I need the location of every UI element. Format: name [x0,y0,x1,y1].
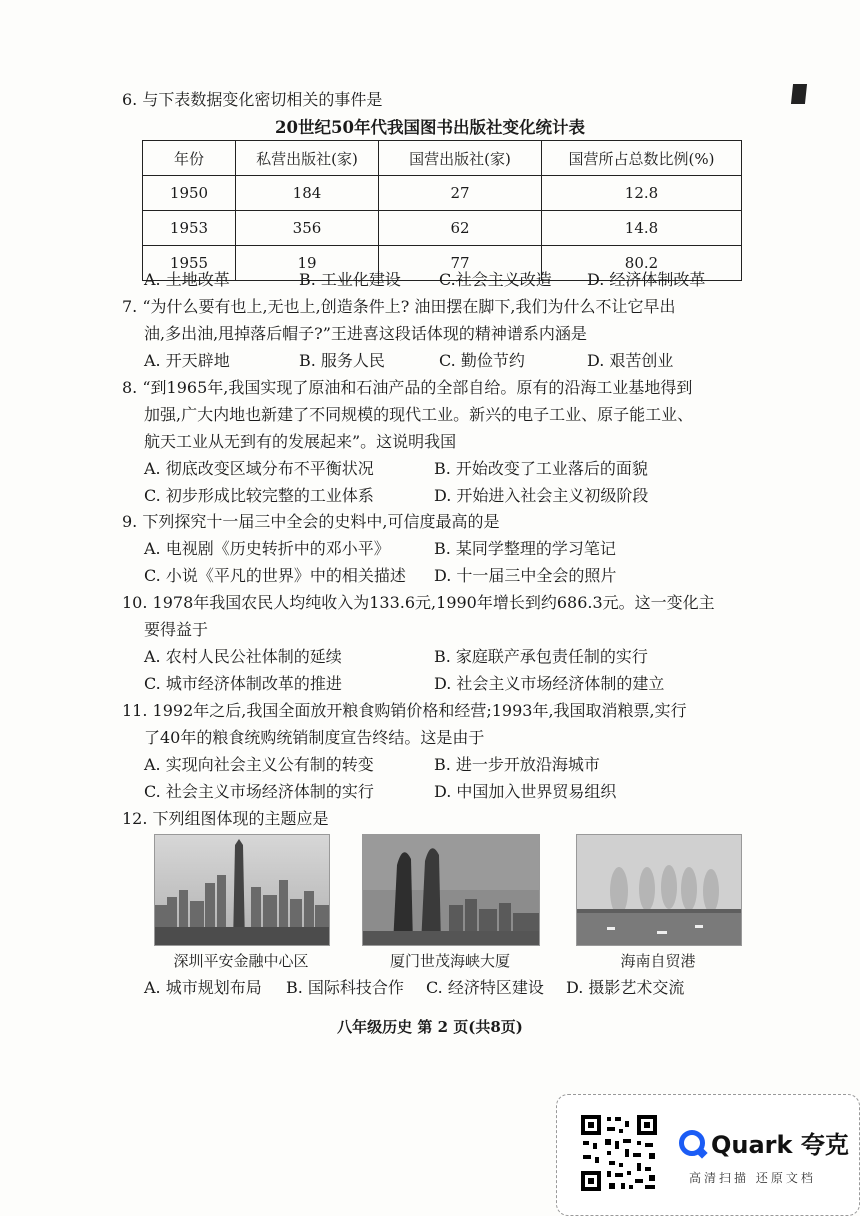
table-cell: 62 [379,211,542,246]
option-b: B. 国际科技合作 [286,978,404,997]
question-10-line-2: 要得益于 [144,620,209,639]
option-b: B. 进一步开放沿海城市 [434,755,600,774]
option-c: C. 经济特区建设 [426,978,544,997]
question-11-line-1: 11. 1992年之后,我国全面放开粮食购销价格和经营;1993年,我国取消粮票,实行 [122,701,687,720]
qr-code-icon [579,1113,659,1193]
table-cell: 14.8 [542,211,742,246]
option-c: C. 城市经济体制改革的推进 [144,674,342,693]
quark-brand-text: Quark 夸克 [711,1131,849,1159]
caption-hainan: 海南自贸港 [620,952,696,970]
question-10 [122,589,752,697]
caption-shenzhen: 深圳平安金融中心区 [173,952,309,970]
photo-hainan [576,834,742,946]
table-cell: 184 [236,176,379,211]
question-7 [122,293,752,374]
question-9-options-row-2 [122,562,752,589]
table-cell: 12.8 [542,176,742,211]
option-d: D. 中国加入世界贸易组织 [434,782,617,801]
question-12-options [122,974,774,1001]
table-cell: 1955 [143,246,236,281]
table-cell: 27 [379,176,542,211]
question-11-options-row-1 [122,751,752,778]
question-8-options-row-2 [122,482,752,509]
table-title: 20世纪50年代我国图书出版社变化统计表 [275,118,585,137]
scan-corner-mark [791,84,807,104]
table-cell: 77 [379,246,542,281]
question-10-options-row-1 [122,643,752,670]
question-7-options [122,347,752,374]
option-d: D. 艰苦创业 [587,351,674,370]
table-cell: 1953 [143,211,236,246]
table-cell: 80.2 [542,246,742,281]
question-11-options-row-2 [122,778,752,805]
question-10-options-row-2 [122,670,752,697]
caption-xiamen: 厦门世茂海峡大厦 [389,952,510,970]
option-b: B. 开始改变了工业落后的面貌 [434,459,648,478]
photo-group [0,834,860,974]
option-a: A. 开天辟地 [144,351,230,370]
option-b: B. 某同学整理的学习笔记 [434,539,616,558]
page-footer: 八年级历史 第 2 页(共8页) [337,1018,523,1036]
option-a: A. 实现向社会主义公有制的转变 [144,755,374,774]
question-7-line-2: 油,多出油,甩掉落后帽子?”王进喜这段话体现的精神谱系内涵是 [144,324,587,343]
option-d: D. 十一届三中全会的照片 [434,566,617,585]
question-8-line-3: 航天工业从无到有的发展起来”。这说明我国 [144,432,457,451]
quark-slogan: 高清扫描 还原文档 [689,1171,816,1185]
quark-watermark [556,1094,860,1216]
table-cell: 19 [236,246,379,281]
question-10-line-1: 10. 1978年我国农民人均纯收入为133.6元,1990年增长到约686.3元。这一变化主 [122,593,715,612]
option-c: C.社会主义改造 [439,270,552,289]
photo-shenzhen [154,834,330,946]
option-c: C. 初步形成比较完整的工业体系 [144,486,374,505]
question-9-options-row-1 [122,535,752,562]
question-8-line-1: 8. “到1965年,我国实现了原油和石油产品的全部自给。原有的沿海工业基地得到 [122,378,693,397]
question-9-stem: 9. 下列探究十一届三中全会的史料中,可信度最高的是 [122,512,500,531]
publishing-stats-table [142,140,742,281]
table-row [143,176,742,211]
table-header-cell: 国营出版社(家) [379,141,542,176]
photo-xiamen [362,834,540,946]
option-c: C. 社会主义市场经济体制的实行 [144,782,374,801]
option-d: D. 经济体制改革 [587,270,706,289]
table-cell: 1950 [143,176,236,211]
option-a: A. 彻底改变区域分布不平衡状况 [144,459,374,478]
table-header-row [143,141,742,176]
option-b: B. 家庭联产承包责任制的实行 [434,647,648,666]
question-8-line-2: 加强,广大内地也新建了不同规模的现代工业。新兴的电子工业、原子能工业、 [144,405,694,424]
table-row [143,211,742,246]
table-cell: 356 [236,211,379,246]
option-a: A. 土地改革 [144,270,230,289]
question-11 [122,697,752,805]
quark-logo-icon [679,1130,705,1156]
table-header-cell: 私营出版社(家) [236,141,379,176]
option-d: D. 开始进入社会主义初级阶段 [434,486,649,505]
question-11-line-2: 了40年的粮食统购统销制度宣告终结。这是由于 [144,728,485,747]
question-8-options-row-1 [122,455,752,482]
option-a: A. 农村人民公社体制的延续 [144,647,342,666]
question-6-options [122,266,774,293]
option-c: C. 勤俭节约 [439,351,525,370]
question-7-line-1: 7. “为什么要有也上,无也上,创造条件上? 油田摆在脚下,我们为什么不让它早出 [122,297,676,316]
option-b: B. 工业化建设 [299,270,401,289]
question-6-stem: 6. 与下表数据变化密切相关的事件是 [122,90,383,109]
question-12-stem: 12. 下列组图体现的主题应是 [122,809,329,828]
option-d: D. 社会主义市场经济体制的建立 [434,674,665,693]
question-8 [122,374,752,509]
option-a: A. 电视剧《历史转折中的邓小平》 [144,539,390,558]
question-9 [122,508,752,589]
option-a: A. 城市规划布局 [144,978,262,997]
option-c: C. 小说《平凡的世界》中的相关描述 [144,566,406,585]
table-header-cell: 国营所占总数比例(%) [542,141,742,176]
option-b: B. 服务人民 [299,351,385,370]
quark-brand [679,1125,849,1160]
table-header-cell: 年份 [143,141,236,176]
option-d: D. 摄影艺术交流 [566,978,685,997]
